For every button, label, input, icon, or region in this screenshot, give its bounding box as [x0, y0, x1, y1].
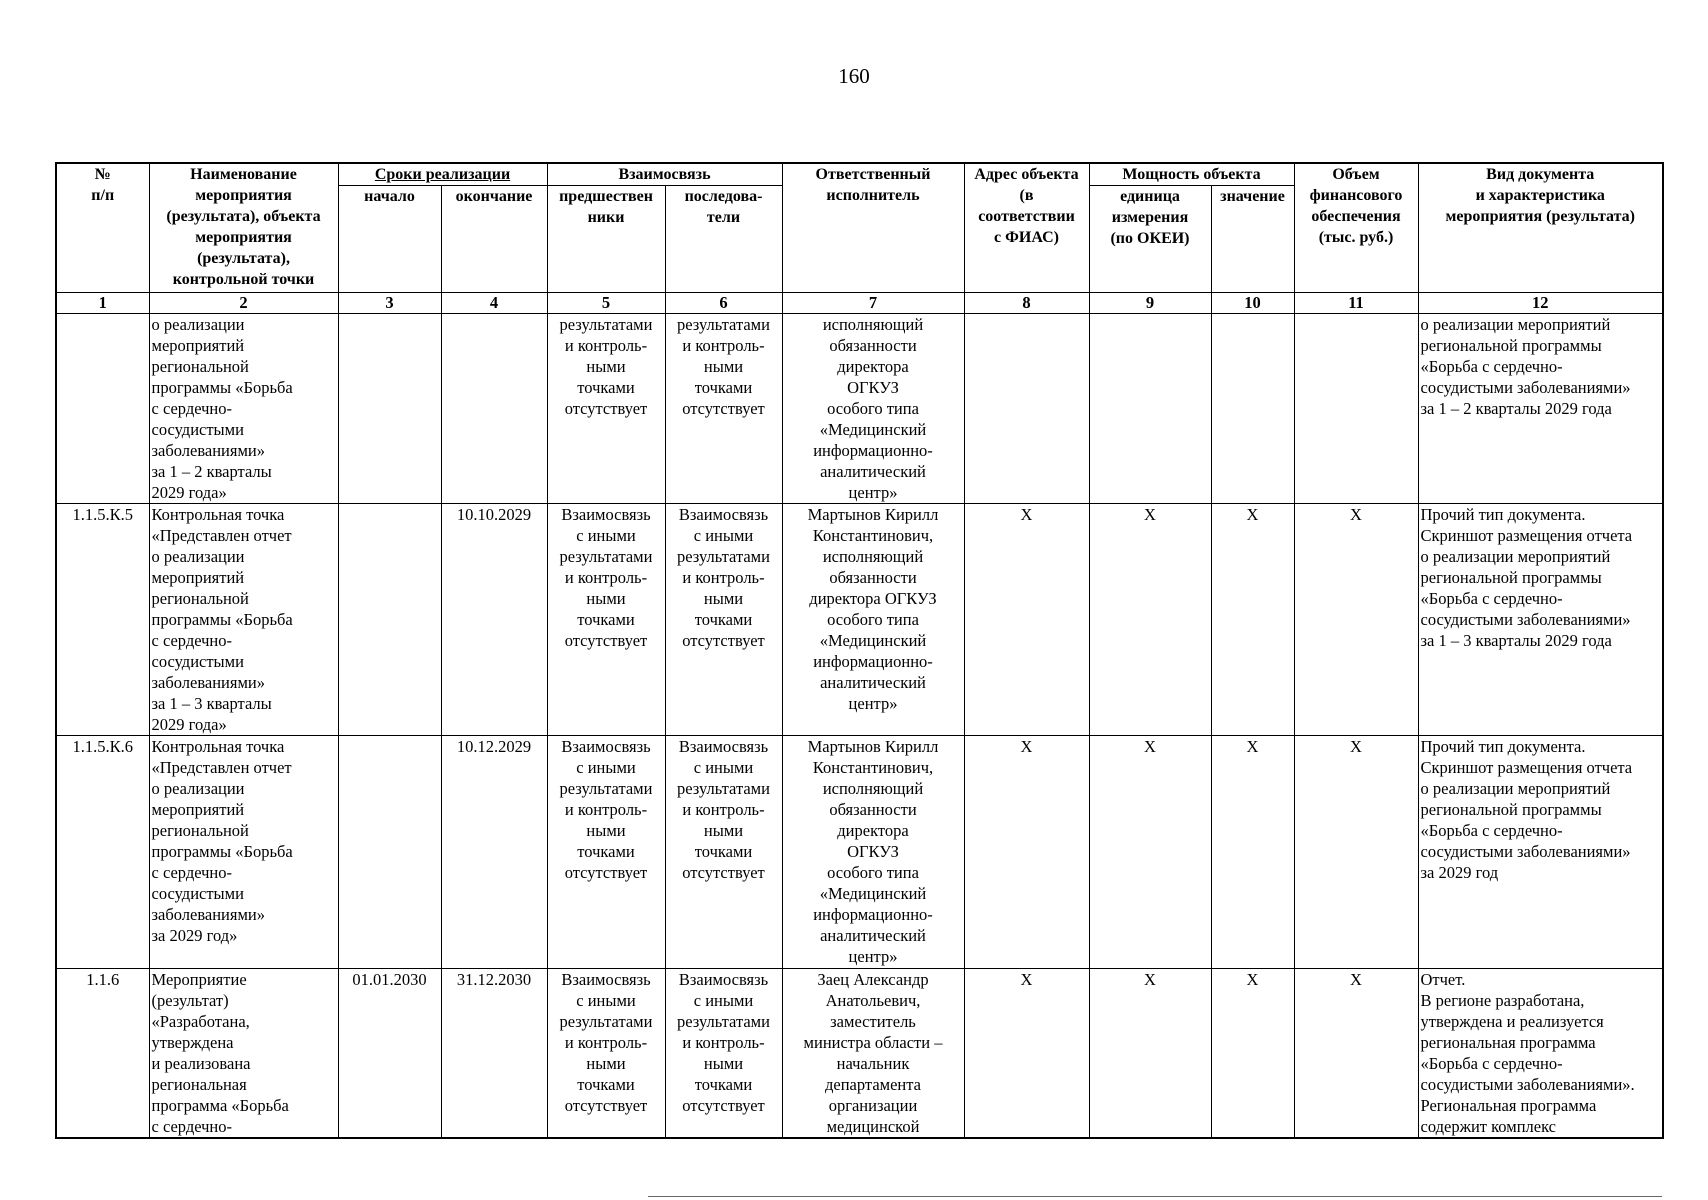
col-number: 1 — [56, 293, 149, 314]
col-number: 6 — [665, 293, 782, 314]
row-end: 10.12.2029 — [441, 736, 547, 969]
header-responsible: Ответственный исполнитель — [782, 163, 964, 293]
row-address: X — [964, 504, 1089, 736]
row-value: X — [1211, 736, 1294, 969]
table-row — [56, 504, 1663, 736]
row-successors: Взаимосвязь с иными результатами и контроль- ными точками отсутствует — [665, 969, 782, 1139]
row-address: X — [964, 969, 1089, 1139]
page-edge-line — [648, 1196, 1662, 1197]
col-number: 2 — [149, 293, 338, 314]
table-row — [56, 314, 1663, 504]
row-predecessors: результатами и контроль- ными точками отсутствует — [547, 314, 665, 504]
row-unit — [1089, 314, 1211, 504]
row-document: Отчет. В регионе разработана, утверждена и реализуется региональная программа «Борьба с сердечно- сосудистыми заболеваниями». Региональная программа содержит комплекс — [1418, 969, 1663, 1139]
row-start: 01.01.2030 — [338, 969, 441, 1139]
table-row — [56, 969, 1663, 1139]
row-value: X — [1211, 504, 1294, 736]
col-number: 11 — [1294, 293, 1418, 314]
header-end: окончание — [441, 186, 547, 293]
plan-table — [55, 162, 1664, 1139]
row-financing — [1294, 314, 1418, 504]
row-start — [338, 504, 441, 736]
col-number: 9 — [1089, 293, 1211, 314]
header-start: начало — [338, 186, 441, 293]
col-number: 3 — [338, 293, 441, 314]
row-document: Прочий тип документа. Скриншот размещения отчета о реализации мероприятий региональной программы «Борьба с сердечно- сосудистыми заболеваниями» за 2029 год — [1418, 736, 1663, 969]
row-unit: X — [1089, 504, 1211, 736]
header-financing: Объем финансового обеспечения (тыс. руб.) — [1294, 163, 1418, 293]
row-name: о реализации мероприятий региональной программы «Борьба с сердечно- сосудистыми заболеваниями» за 1 – 2 кварталы 2029 года» — [149, 314, 338, 504]
col-number: 4 — [441, 293, 547, 314]
row-num: 1.1.6 — [56, 969, 149, 1139]
header-unit: единица измерения (по ОКЕИ) — [1089, 186, 1211, 293]
col-number: 7 — [782, 293, 964, 314]
row-responsible: исполняющий обязанности директора ОГКУЗ особого типа «Медицинский информационно- аналитический центр» — [782, 314, 964, 504]
header-terms: Сроки реализации — [338, 163, 547, 186]
row-value — [1211, 314, 1294, 504]
col-number: 10 — [1211, 293, 1294, 314]
row-address — [964, 314, 1089, 504]
row-successors: Взаимосвязь с иными результатами и контроль- ными точками отсутствует — [665, 736, 782, 969]
row-start — [338, 314, 441, 504]
row-financing: X — [1294, 736, 1418, 969]
col-number: 8 — [964, 293, 1089, 314]
header-document: Вид документа и характеристика мероприятия (результата) — [1418, 163, 1663, 293]
header-value: значение — [1211, 186, 1294, 293]
row-document: Прочий тип документа. Скриншот размещения отчета о реализации мероприятий региональной программы «Борьба с сердечно- сосудистыми заболеваниями» за 1 – 3 кварталы 2029 года — [1418, 504, 1663, 736]
row-unit: X — [1089, 969, 1211, 1139]
row-value: X — [1211, 969, 1294, 1139]
row-num — [56, 314, 149, 504]
row-name: Мероприятие (результат) «Разработана, утверждена и реализована региональная программа «Борьба с сердечно- — [149, 969, 338, 1139]
table-row — [56, 736, 1663, 969]
row-responsible: Мартынов Кирилл Константинович, исполняющий обязанности директора ОГКУЗ особого типа «Медицинский информационно- аналитический центр» — [782, 736, 964, 969]
row-unit: X — [1089, 736, 1211, 969]
header-link: Взаимосвязь — [547, 163, 782, 186]
row-end: 10.10.2029 — [441, 504, 547, 736]
row-document: о реализации мероприятий региональной программы «Борьба с сердечно- сосудистыми заболеваниями» за 1 – 2 кварталы 2029 года — [1418, 314, 1663, 504]
header-address: Адрес объекта (в соответствии с ФИАС) — [964, 163, 1089, 293]
row-address: X — [964, 736, 1089, 969]
row-financing: X — [1294, 969, 1418, 1139]
row-num: 1.1.5.К.6 — [56, 736, 149, 969]
row-predecessors: Взаимосвязь с иными результатами и контроль- ными точками отсутствует — [547, 504, 665, 736]
row-name: Контрольная точка «Представлен отчет о реализации мероприятий региональной программы «Борьба с сердечно- сосудистыми заболеваниями» за 1 – 3 кварталы 2029 года» — [149, 504, 338, 736]
row-name: Контрольная точка «Представлен отчет о реализации мероприятий региональной программы «Борьба с сердечно- сосудистыми заболеваниями» за 2029 год» — [149, 736, 338, 969]
row-predecessors: Взаимосвязь с иными результатами и контроль- ными точками отсутствует — [547, 736, 665, 969]
page-number: 160 — [838, 64, 870, 88]
row-successors: результатами и контроль- ными точками отсутствует — [665, 314, 782, 504]
row-responsible: Мартынов Кирилл Константинович, исполняющий обязанности директора ОГКУЗ особого типа «Медицинский информационно- аналитический центр» — [782, 504, 964, 736]
header-power: Мощность объекта — [1089, 163, 1294, 186]
header-successors: последова- тели — [665, 186, 782, 293]
row-num: 1.1.5.К.5 — [56, 504, 149, 736]
header-num: № п/п — [56, 163, 149, 293]
row-successors: Взаимосвязь с иными результатами и контроль- ными точками отсутствует — [665, 504, 782, 736]
header-name: Наименование мероприятия (результата), объекта мероприятия (результата), контрольной точки — [149, 163, 338, 293]
row-end: 31.12.2030 — [441, 969, 547, 1139]
row-responsible: Заец Александр Анатольевич, заместитель министра области – начальник департамента организации медицинской — [782, 969, 964, 1139]
row-start — [338, 736, 441, 969]
row-financing: X — [1294, 504, 1418, 736]
col-number: 5 — [547, 293, 665, 314]
row-predecessors: Взаимосвязь с иными результатами и контроль- ными точками отсутствует — [547, 969, 665, 1139]
row-end — [441, 314, 547, 504]
col-number: 12 — [1418, 293, 1663, 314]
header-predecessors: предшествен ники — [547, 186, 665, 293]
